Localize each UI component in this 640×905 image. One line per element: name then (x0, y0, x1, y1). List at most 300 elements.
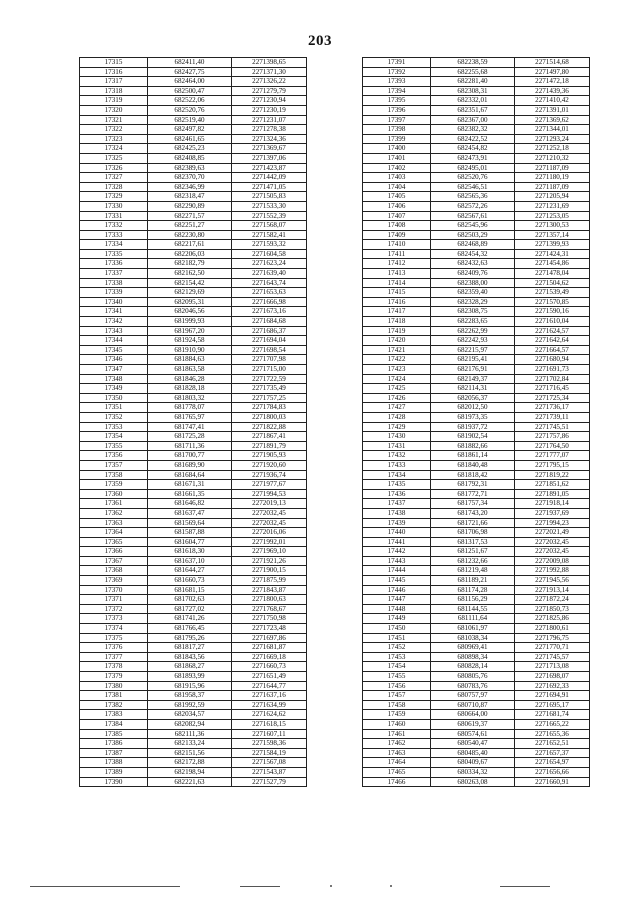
y-coordinate-cell: 2271604,58 (232, 249, 307, 259)
y-coordinate-cell: 2271410,42 (515, 96, 590, 106)
table-row (363, 480, 590, 490)
table-row (363, 662, 590, 672)
point-number-cell: 17357 (80, 460, 148, 470)
point-number-cell: 17434 (363, 470, 431, 480)
point-number-cell: 17377 (80, 652, 148, 662)
table-row (363, 595, 590, 605)
x-coordinate-cell: 681174,28 (431, 585, 515, 595)
table-row (80, 307, 307, 317)
y-coordinate-cell: 2272032,45 (515, 537, 590, 547)
x-coordinate-cell: 681156,29 (431, 595, 515, 605)
x-coordinate-cell: 682215,97 (431, 345, 515, 355)
table-row (80, 86, 307, 96)
y-coordinate-cell: 2271567,08 (232, 758, 307, 768)
x-coordinate-cell: 681778,07 (148, 403, 232, 413)
table-row (80, 144, 307, 154)
y-coordinate-cell: 2271800,63 (232, 595, 307, 605)
point-number-cell: 17455 (363, 672, 431, 682)
y-coordinate-cell: 2271230,94 (232, 96, 307, 106)
x-coordinate-cell: 681219,48 (431, 566, 515, 576)
table-row (363, 499, 590, 509)
point-number-cell: 17328 (80, 182, 148, 192)
point-number-cell: 17422 (363, 355, 431, 365)
point-number-cell: 17360 (80, 489, 148, 499)
x-coordinate-cell: 682464,00 (148, 77, 232, 87)
table-row (363, 518, 590, 528)
point-number-cell: 17362 (80, 508, 148, 518)
y-coordinate-cell: 2271253,05 (515, 211, 590, 221)
x-coordinate-cell: 682056,37 (431, 393, 515, 403)
x-coordinate-cell: 682454,82 (431, 144, 515, 154)
x-coordinate-cell: 682497,82 (148, 125, 232, 135)
point-number-cell: 17365 (80, 537, 148, 547)
table-row (80, 153, 307, 163)
x-coordinate-cell: 681884,63 (148, 355, 232, 365)
point-number-cell: 17321 (80, 115, 148, 125)
table-row (363, 489, 590, 499)
table-row (363, 67, 590, 77)
point-number-cell: 17347 (80, 365, 148, 375)
point-number-cell: 17433 (363, 460, 431, 470)
x-coordinate-cell: 680485,40 (431, 748, 515, 758)
table-row (363, 355, 590, 365)
y-coordinate-cell: 2271584,19 (232, 748, 307, 758)
table-row (80, 403, 307, 413)
x-coordinate-cell: 681792,31 (431, 480, 515, 490)
x-coordinate-cell: 682198,94 (148, 767, 232, 777)
point-number-cell: 17457 (363, 691, 431, 701)
x-coordinate-cell: 681681,15 (148, 585, 232, 595)
x-coordinate-cell: 682149,37 (431, 374, 515, 384)
y-coordinate-cell: 2271745,57 (515, 652, 590, 662)
x-coordinate-cell: 682495,01 (431, 163, 515, 173)
y-coordinate-cell: 2271478,04 (515, 269, 590, 279)
x-coordinate-cell: 682221,63 (148, 777, 232, 787)
table-row (80, 566, 307, 576)
x-coordinate-cell: 682271,57 (148, 211, 232, 221)
point-number-cell: 17385 (80, 729, 148, 739)
table-row (363, 700, 590, 710)
x-coordinate-cell: 681618,30 (148, 547, 232, 557)
table-row (80, 393, 307, 403)
x-coordinate-cell: 682262,99 (431, 326, 515, 336)
table-row (80, 77, 307, 87)
point-number-cell: 17416 (363, 297, 431, 307)
point-number-cell: 17346 (80, 355, 148, 365)
y-coordinate-cell: 2271716,45 (515, 384, 590, 394)
table-row (363, 508, 590, 518)
point-number-cell: 17444 (363, 566, 431, 576)
x-coordinate-cell: 681644,27 (148, 566, 232, 576)
table-row (363, 317, 590, 327)
point-number-cell: 17356 (80, 451, 148, 461)
point-number-cell: 17429 (363, 422, 431, 432)
table-row (363, 576, 590, 586)
y-coordinate-cell: 2271698,07 (515, 672, 590, 682)
y-coordinate-cell: 2271593,32 (232, 240, 307, 250)
y-coordinate-cell: 2271180,19 (515, 173, 590, 183)
x-coordinate-cell: 682318,47 (148, 192, 232, 202)
table-row (363, 691, 590, 701)
y-coordinate-cell: 2271397,06 (232, 153, 307, 163)
point-number-cell: 17335 (80, 249, 148, 259)
x-coordinate-cell: 682545,96 (431, 221, 515, 231)
point-number-cell: 17353 (80, 422, 148, 432)
table-row (80, 604, 307, 614)
point-number-cell: 17414 (363, 278, 431, 288)
table-row (363, 221, 590, 231)
point-number-cell: 17370 (80, 585, 148, 595)
point-number-cell: 17363 (80, 518, 148, 528)
x-coordinate-cell: 682328,29 (431, 297, 515, 307)
x-coordinate-cell: 681915,96 (148, 681, 232, 691)
y-coordinate-cell: 2271891,79 (232, 441, 307, 451)
x-coordinate-cell: 682182,79 (148, 259, 232, 269)
x-coordinate-cell: 682251,27 (148, 221, 232, 231)
table-row (363, 153, 590, 163)
y-coordinate-cell: 2271660,91 (515, 777, 590, 787)
y-coordinate-cell: 2271369,62 (515, 115, 590, 125)
x-coordinate-cell: 680710,87 (431, 700, 515, 710)
x-coordinate-cell: 682519,40 (148, 115, 232, 125)
table-row (363, 240, 590, 250)
x-coordinate-cell: 682281,40 (431, 77, 515, 87)
x-coordinate-cell: 682046,56 (148, 307, 232, 317)
point-number-cell: 17317 (80, 77, 148, 87)
y-coordinate-cell: 2271784,83 (232, 403, 307, 413)
table-row (363, 336, 590, 346)
x-coordinate-cell: 681924,58 (148, 336, 232, 346)
x-coordinate-cell: 682114,31 (431, 384, 515, 394)
point-number-cell: 17451 (363, 633, 431, 643)
point-number-cell: 17386 (80, 739, 148, 749)
x-coordinate-cell: 681795,26 (148, 633, 232, 643)
y-coordinate-cell: 2271637,16 (232, 691, 307, 701)
table-row (363, 710, 590, 720)
x-coordinate-cell: 682346,99 (148, 182, 232, 192)
y-coordinate-cell: 2271472,18 (515, 77, 590, 87)
x-coordinate-cell: 681828,18 (148, 384, 232, 394)
x-coordinate-cell: 682503,29 (431, 230, 515, 240)
y-coordinate-cell: 2271643,74 (232, 278, 307, 288)
y-coordinate-cell: 2271850,73 (515, 604, 590, 614)
point-number-cell: 17350 (80, 393, 148, 403)
point-number-cell: 17322 (80, 125, 148, 135)
x-coordinate-cell: 682095,31 (148, 297, 232, 307)
y-coordinate-cell: 2271639,40 (232, 269, 307, 279)
table-row (363, 192, 590, 202)
y-coordinate-cell: 2271624,62 (232, 710, 307, 720)
table-row (80, 365, 307, 375)
point-number-cell: 17354 (80, 432, 148, 442)
table-row (80, 767, 307, 777)
x-coordinate-cell: 681817,27 (148, 643, 232, 653)
point-number-cell: 17355 (80, 441, 148, 451)
x-coordinate-cell: 682546,51 (431, 182, 515, 192)
y-coordinate-cell: 2271777,07 (515, 451, 590, 461)
x-coordinate-cell: 682565,36 (431, 192, 515, 202)
y-coordinate-cell: 2271750,98 (232, 614, 307, 624)
point-number-cell: 17435 (363, 480, 431, 490)
x-coordinate-cell: 681232,66 (431, 556, 515, 566)
x-coordinate-cell: 681251,67 (431, 547, 515, 557)
y-coordinate-cell: 2271665,22 (515, 719, 590, 729)
table-row (80, 441, 307, 451)
y-coordinate-cell: 2271187,09 (515, 163, 590, 173)
y-coordinate-cell: 2271691,73 (515, 365, 590, 375)
point-number-cell: 17372 (80, 604, 148, 614)
point-number-cell: 17442 (363, 547, 431, 557)
y-coordinate-cell: 2271722,59 (232, 374, 307, 384)
table-row (363, 403, 590, 413)
table-row (80, 326, 307, 336)
y-coordinate-cell: 2271570,85 (515, 297, 590, 307)
point-number-cell: 17326 (80, 163, 148, 173)
point-number-cell: 17390 (80, 777, 148, 787)
table-row (363, 365, 590, 375)
point-number-cell: 17427 (363, 403, 431, 413)
table-row (80, 470, 307, 480)
y-coordinate-cell: 2271875,99 (232, 576, 307, 586)
point-number-cell: 17418 (363, 317, 431, 327)
page-number: 203 (308, 33, 332, 49)
point-number-cell: 17332 (80, 221, 148, 231)
point-number-cell: 17382 (80, 700, 148, 710)
point-number-cell: 17351 (80, 403, 148, 413)
point-number-cell: 17464 (363, 758, 431, 768)
table-row (80, 652, 307, 662)
point-number-cell: 17366 (80, 547, 148, 557)
table-row (363, 585, 590, 595)
x-coordinate-cell: 682522,06 (148, 96, 232, 106)
y-coordinate-cell: 2271590,16 (515, 307, 590, 317)
table-row (80, 547, 307, 557)
table-row (363, 739, 590, 749)
y-coordinate-cell: 2271618,15 (232, 719, 307, 729)
table-row (80, 480, 307, 490)
point-number-cell: 17375 (80, 633, 148, 643)
table-row (363, 105, 590, 115)
point-number-cell: 17396 (363, 105, 431, 115)
y-coordinate-cell: 2271357,14 (515, 230, 590, 240)
x-coordinate-cell: 681646,82 (148, 499, 232, 509)
y-coordinate-cell: 2271994,23 (515, 518, 590, 528)
table-row (80, 249, 307, 259)
table-row (363, 633, 590, 643)
x-coordinate-cell: 682567,61 (431, 211, 515, 221)
point-number-cell: 17398 (363, 125, 431, 135)
x-coordinate-cell: 681741,26 (148, 614, 232, 624)
x-coordinate-cell: 681038,34 (431, 633, 515, 643)
point-number-cell: 17373 (80, 614, 148, 624)
x-coordinate-cell: 682242,93 (431, 336, 515, 346)
point-number-cell: 17389 (80, 767, 148, 777)
point-number-cell: 17456 (363, 681, 431, 691)
x-coordinate-cell: 682154,42 (148, 278, 232, 288)
x-coordinate-cell: 682206,03 (148, 249, 232, 259)
y-coordinate-cell: 2271497,80 (515, 67, 590, 77)
y-coordinate-cell: 2271657,37 (515, 748, 590, 758)
x-coordinate-cell: 681702,63 (148, 595, 232, 605)
y-coordinate-cell: 2271598,36 (232, 739, 307, 749)
point-number-cell: 17330 (80, 201, 148, 211)
y-coordinate-cell: 2271279,79 (232, 86, 307, 96)
point-number-cell: 17344 (80, 336, 148, 346)
y-coordinate-cell: 2271644,77 (232, 681, 307, 691)
point-number-cell: 17438 (363, 508, 431, 518)
point-number-cell: 17388 (80, 758, 148, 768)
point-number-cell: 17341 (80, 307, 148, 317)
table-row (363, 134, 590, 144)
y-coordinate-cell: 2271969,10 (232, 547, 307, 557)
table-row (363, 58, 590, 68)
table-row (80, 412, 307, 422)
table-row (80, 729, 307, 739)
x-coordinate-cell: 682520,76 (148, 105, 232, 115)
x-coordinate-cell: 681910,90 (148, 345, 232, 355)
table-row (363, 211, 590, 221)
table-row (80, 758, 307, 768)
point-number-cell: 17406 (363, 201, 431, 211)
table-row (80, 201, 307, 211)
y-coordinate-cell: 2271945,56 (515, 576, 590, 586)
table-row (363, 451, 590, 461)
y-coordinate-cell: 2271698,54 (232, 345, 307, 355)
table-row (363, 672, 590, 682)
table-row (80, 336, 307, 346)
point-number-cell: 17454 (363, 662, 431, 672)
table-row (363, 767, 590, 777)
x-coordinate-cell: 681604,77 (148, 537, 232, 547)
point-number-cell: 17379 (80, 672, 148, 682)
point-number-cell: 17349 (80, 384, 148, 394)
point-number-cell: 17445 (363, 576, 431, 586)
table-row (363, 249, 590, 259)
y-coordinate-cell: 2271582,41 (232, 230, 307, 240)
y-coordinate-cell: 2271231,69 (515, 201, 590, 211)
table-row (80, 460, 307, 470)
point-number-cell: 17436 (363, 489, 431, 499)
table-row (363, 288, 590, 298)
x-coordinate-cell: 682162,50 (148, 269, 232, 279)
y-coordinate-cell: 2271442,09 (232, 173, 307, 183)
table-row (80, 422, 307, 432)
y-coordinate-cell: 2271624,57 (515, 326, 590, 336)
point-number-cell: 17337 (80, 269, 148, 279)
point-number-cell: 17345 (80, 345, 148, 355)
table-row (80, 355, 307, 365)
point-number-cell: 17364 (80, 528, 148, 538)
table-row (363, 412, 590, 422)
x-coordinate-cell: 682034,57 (148, 710, 232, 720)
y-coordinate-cell: 2271610,04 (515, 317, 590, 327)
x-coordinate-cell: 682230,80 (148, 230, 232, 240)
y-coordinate-cell: 2271568,07 (232, 221, 307, 231)
table-row (80, 739, 307, 749)
y-coordinate-cell: 2272016,06 (232, 528, 307, 538)
point-number-cell: 17318 (80, 86, 148, 96)
y-coordinate-cell: 2271660,73 (232, 662, 307, 672)
table-row (363, 729, 590, 739)
table-row (80, 288, 307, 298)
y-coordinate-cell: 2271800,61 (515, 624, 590, 634)
y-coordinate-cell: 2271543,87 (232, 767, 307, 777)
y-coordinate-cell: 2271725,34 (515, 393, 590, 403)
x-coordinate-cell: 681144,55 (431, 604, 515, 614)
x-coordinate-cell: 681689,90 (148, 460, 232, 470)
table-row (363, 307, 590, 317)
y-coordinate-cell: 2271867,41 (232, 432, 307, 442)
y-coordinate-cell: 2271757,25 (232, 393, 307, 403)
point-number-cell: 17419 (363, 326, 431, 336)
point-number-cell: 17371 (80, 595, 148, 605)
point-number-cell: 17430 (363, 432, 431, 442)
table-row (363, 547, 590, 557)
point-number-cell: 17399 (363, 134, 431, 144)
x-coordinate-cell: 680757,97 (431, 691, 515, 701)
x-coordinate-cell: 682151,56 (148, 748, 232, 758)
point-number-cell: 17378 (80, 662, 148, 672)
y-coordinate-cell: 2271651,49 (232, 672, 307, 682)
table-row (363, 758, 590, 768)
table-row (80, 681, 307, 691)
point-number-cell: 17401 (363, 153, 431, 163)
table-row (80, 537, 307, 547)
x-coordinate-cell: 681937,72 (431, 422, 515, 432)
point-number-cell: 17383 (80, 710, 148, 720)
x-coordinate-cell: 681868,27 (148, 662, 232, 672)
y-coordinate-cell: 2271252,18 (515, 144, 590, 154)
y-coordinate-cell: 2271293,24 (515, 134, 590, 144)
x-coordinate-cell: 682359,40 (431, 288, 515, 298)
y-coordinate-cell: 2271739,11 (515, 412, 590, 422)
y-coordinate-cell: 2271707,98 (232, 355, 307, 365)
table-row (80, 374, 307, 384)
table-row (80, 345, 307, 355)
table-row (80, 115, 307, 125)
table-row (363, 422, 590, 432)
y-coordinate-cell: 2271695,17 (515, 700, 590, 710)
x-coordinate-cell: 682133,24 (148, 739, 232, 749)
table-row (80, 672, 307, 682)
y-coordinate-cell: 2272032,45 (232, 518, 307, 528)
y-coordinate-cell: 2272019,13 (232, 499, 307, 509)
x-coordinate-cell: 680828,14 (431, 662, 515, 672)
y-coordinate-cell: 2271694,91 (515, 691, 590, 701)
table-row (363, 182, 590, 192)
point-number-cell: 17410 (363, 240, 431, 250)
table-row (363, 278, 590, 288)
point-number-cell: 17325 (80, 153, 148, 163)
table-row (80, 576, 307, 586)
y-coordinate-cell: 2271702,84 (515, 374, 590, 384)
y-coordinate-cell: 2271713,08 (515, 662, 590, 672)
y-coordinate-cell: 2271723,48 (232, 624, 307, 634)
point-number-cell: 17380 (80, 681, 148, 691)
y-coordinate-cell: 2271423,87 (232, 163, 307, 173)
x-coordinate-cell: 681893,99 (148, 672, 232, 682)
table-row (80, 777, 307, 787)
table-row (363, 604, 590, 614)
point-number-cell: 17400 (363, 144, 431, 154)
x-coordinate-cell: 682473,91 (431, 153, 515, 163)
y-coordinate-cell: 2271371,30 (232, 67, 307, 77)
x-coordinate-cell: 682422,52 (431, 134, 515, 144)
table-row (80, 67, 307, 77)
point-number-cell: 17425 (363, 384, 431, 394)
y-coordinate-cell: 2271656,66 (515, 767, 590, 777)
x-coordinate-cell: 680334,32 (431, 767, 515, 777)
